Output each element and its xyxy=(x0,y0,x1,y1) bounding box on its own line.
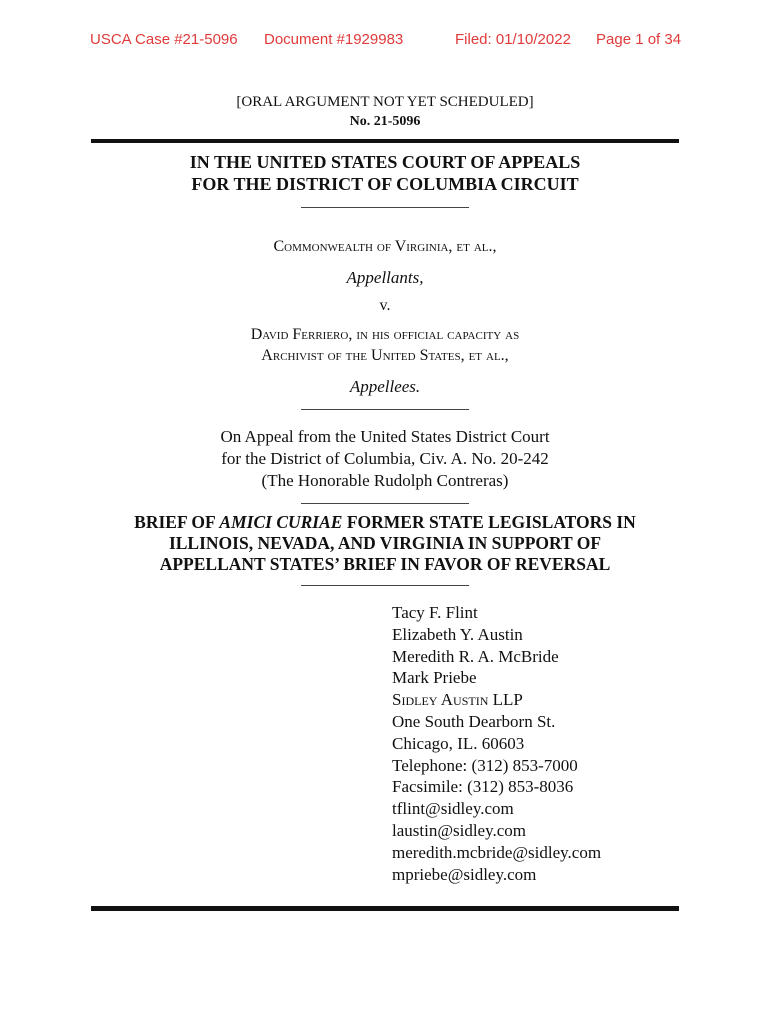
page-indicator: Page 1 of 34 xyxy=(596,31,682,48)
counsel-block xyxy=(392,602,601,885)
appeal-line3: (The Honorable Rudolph Contreras) xyxy=(261,471,509,490)
appeal-line2: for the District of Columbia, Civ. A. No. 20-242 xyxy=(221,449,549,468)
appeal-line1: On Appeal from the United States District Court xyxy=(220,427,550,446)
brief-title-line2: ILLINOIS, NEVADA, AND VIRGINIA IN SUPPORT OF xyxy=(168,533,602,553)
counsel-email[interactable]: mpriebe@sidley.com xyxy=(392,864,537,884)
counsel-line: Chicago, IL. 60603 xyxy=(392,733,525,753)
counsel-email[interactable]: meredith.mcbride@sidley.com xyxy=(392,842,602,862)
short-divider xyxy=(301,585,469,586)
appellee-role: Appellees. xyxy=(349,377,421,396)
short-divider xyxy=(301,207,469,208)
bottom-divider xyxy=(91,906,679,911)
short-divider xyxy=(301,409,469,410)
short-divider xyxy=(301,503,469,504)
counsel-line: Elizabeth Y. Austin xyxy=(392,624,523,644)
appellee-name-line2: Archivist of the United States, et al., xyxy=(261,347,509,364)
counsel-line: Tacy F. Flint xyxy=(392,603,478,622)
filing-stamp xyxy=(0,31,770,51)
counsel-email[interactable]: tflint@sidley.com xyxy=(392,799,514,819)
counsel-line: Telephone: (312) 853-7000 xyxy=(392,755,578,775)
versus: v. xyxy=(379,297,391,314)
counsel-line: Meredith R. A. McBride xyxy=(392,646,559,666)
court-name-line2: FOR THE DISTRICT OF COLUMBIA CIRCUIT xyxy=(191,174,579,194)
counsel-line: Facsimile: (312) 853-8036 xyxy=(392,777,574,797)
appellant-name: Commonwealth of Virginia, et al., xyxy=(273,238,497,255)
brief-prefix: BRIEF OF xyxy=(134,512,216,532)
counsel-line: One South Dearborn St. xyxy=(392,711,556,731)
brief-title-line3: APPELLANT STATES’ BRIEF IN FAVOR OF REVERSAL xyxy=(159,554,611,574)
counsel-firm: Sidley Austin LLP xyxy=(392,690,523,710)
brief-title-rest: FORMER STATE LEGISLATORS IN xyxy=(346,512,636,532)
document-number: Document #1929983 xyxy=(264,31,404,48)
oral-argument-notice: [ORAL ARGUMENT NOT YET SCHEDULED] xyxy=(236,94,534,110)
appellee-name-line1: David Ferriero, in his official capacity as xyxy=(250,326,520,343)
docket-number: No. 21-5096 xyxy=(349,114,421,129)
appellant-role: Appellants, xyxy=(346,268,424,287)
court-name-line1: IN THE UNITED STATES COURT OF APPEALS xyxy=(189,152,581,172)
amici-curiae: AMICI CURIAE xyxy=(219,512,343,532)
counsel-line: Mark Priebe xyxy=(392,668,477,688)
top-divider xyxy=(91,139,679,143)
counsel-email[interactable]: laustin@sidley.com xyxy=(392,820,527,840)
filed-date: Filed: 01/10/2022 xyxy=(455,31,571,48)
case-number: USCA Case #21-5096 xyxy=(90,31,238,48)
brief-title-line1 xyxy=(0,512,770,533)
